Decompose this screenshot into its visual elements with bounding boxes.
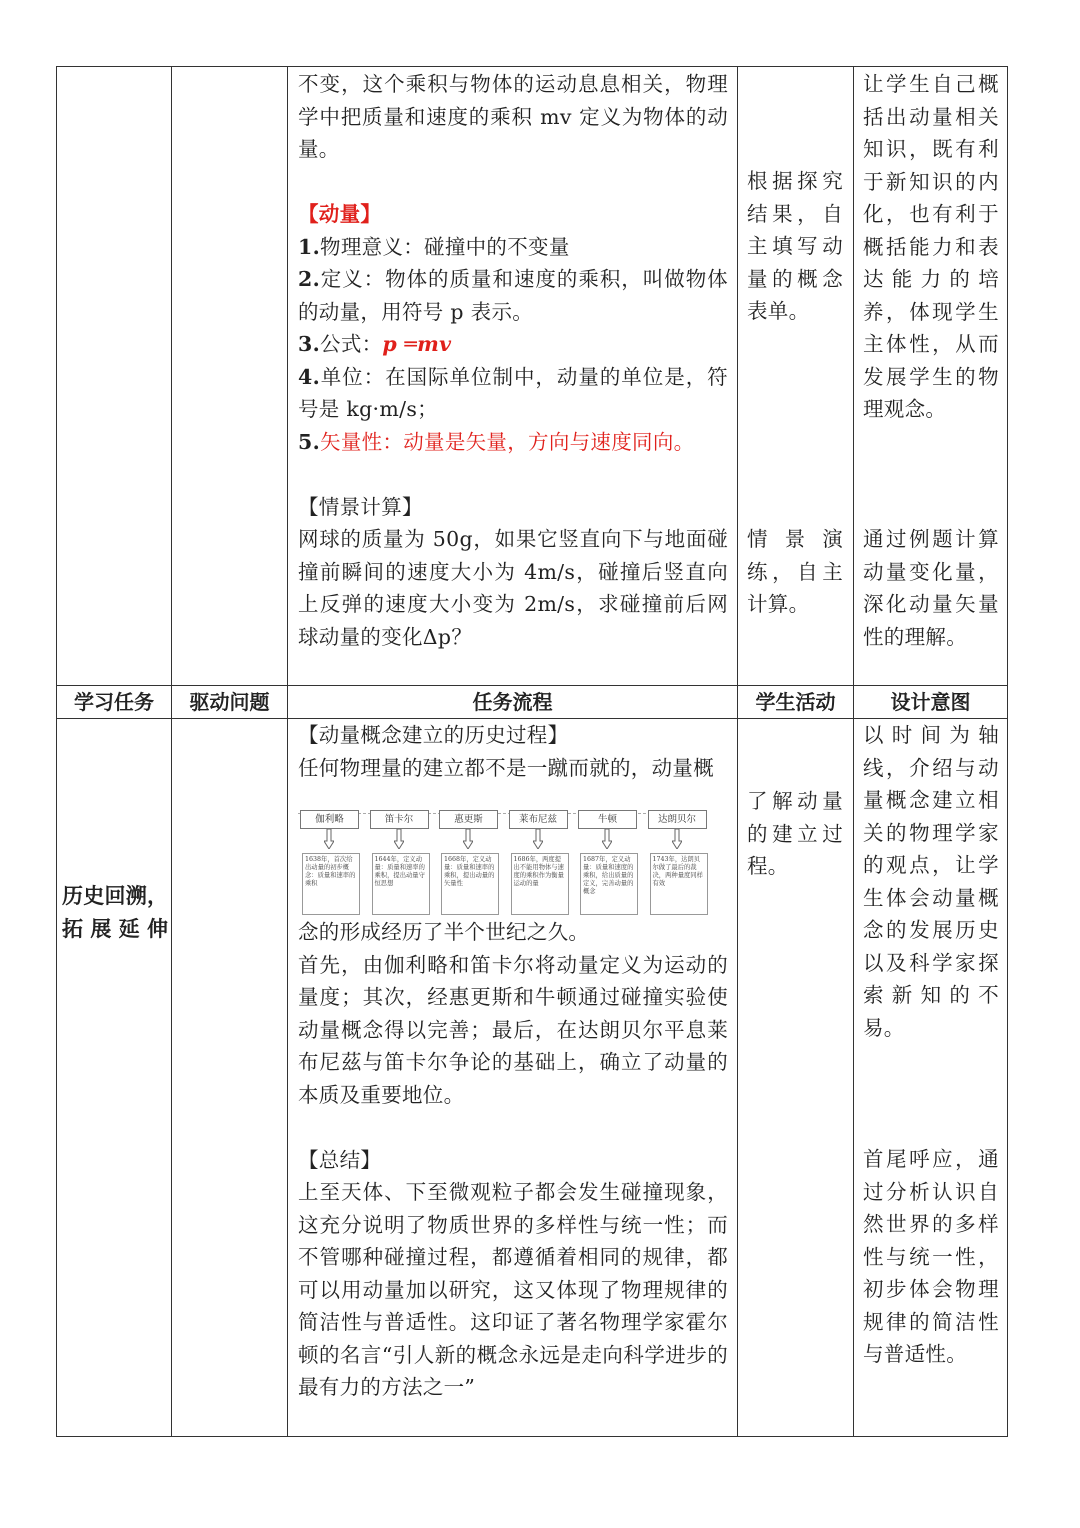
momentum-item-4: 4.单位：在国际单位制中，动量的单位是，符号是 kg·m/s； (298, 364, 728, 421)
history-text-bottom (298, 916, 728, 1404)
momentum-item-5: 5.矢量性：动量是矢量，方向与速度同向。 (298, 429, 695, 454)
flow-paragraph: 不变，这个乘积与物体的运动息息相关，物理学中把质量和速度的乘积 mv 定义为物体的动量。 (298, 72, 728, 161)
summary-text: 上至天体、下至微观粒子都会发生碰撞现象，这充分说明了物质世界的多样性与统一性；而不管哪种碰撞过程，都遵循着相同的规律，都可以用动量加以研究，这又体现了物理规律的简洁性与普适性。这印证了著名物理学家霍尔顿的名言“引人新的概念永远是走向科学进步的最有力的方法之一” (298, 1180, 728, 1399)
design-intent-bottom-1: 以时间为轴线，介绍与动量概念建立相关的物理学家的观点，让学生体会动量概念的发展历史以及科学家探索新知的不易。 (863, 723, 999, 1040)
timeline-note: 1743年，达朗贝尔做了最后的裁决，两种量度同样有效 (650, 853, 708, 915)
down-arrow-icon (602, 829, 612, 849)
table-bottom-border (56, 1436, 1008, 1437)
design-intent-bottom-2: 首尾呼应，通过分析认识自然世界的多样性与统一性，初步体会物理规律的简洁性与普适性。 (863, 1147, 999, 1366)
history-intro-line1: 任何物理量的建立都不是一蹴而就的，动量概 (298, 755, 714, 780)
col-border-2 (287, 66, 288, 1437)
header-design-intent: 设计意图 (890, 690, 971, 714)
timeline-note: 1644年，定义动量：质量和速率的乘积，提出动量守恒思想 (372, 853, 430, 915)
timeline-name-box: 达朗贝尔 (648, 810, 707, 829)
student-activity-bottom: 了解动量的建立过程。 (747, 789, 843, 878)
history-heading: 【动量概念建立的历史过程】 (298, 723, 569, 747)
momentum-item-1: 1.物理意义：碰撞中的不变量 (298, 234, 570, 259)
momentum-heading: 【动量】 (298, 202, 382, 226)
timeline-name-box: 莱布尼兹 (509, 810, 568, 829)
down-arrow-icon (463, 829, 473, 849)
task-title: 历史回溯，拓展延伸 (62, 883, 168, 941)
down-arrow-icon (394, 829, 404, 849)
timeline-name-box: 伽利略 (300, 810, 359, 829)
col-border-0 (56, 66, 57, 1437)
down-arrow-icon (672, 829, 682, 849)
timeline-note: 1638年，首次给出动量的初步概念：质量和速率的乘积 (302, 853, 360, 915)
down-arrow-icon (324, 829, 334, 849)
timeline-name-box: 惠更斯 (439, 810, 498, 829)
task-flow-top (298, 68, 728, 653)
header-task-flow: 任务流程 (472, 690, 553, 714)
header-student-activity: 学生活动 (755, 690, 836, 714)
student-activity-top-1: 根据探究结果，自主填写动量的概念表单。 (747, 169, 843, 323)
scenario-heading: 【情景计算】 (298, 494, 423, 519)
design-intent-top-2: 通过例题计算动量变化量，深化动量矢量性的理解。 (863, 527, 999, 649)
timeline-note: 1687年，定义动量：质量和速度的乘积，给出质量的定义，完善动量的概念 (580, 853, 638, 915)
momentum-history-timeline (298, 810, 706, 914)
timeline-dashed-line (298, 813, 706, 814)
scenario-text: 网球的质量为 50g，如果它竖直向下与地面碰撞前瞬间的速度大小为 4m/s，碰撞后竖直向上反弹的速度大小变为 2m/s，求碰撞前后网球动量的变化Δp？ (298, 527, 728, 649)
timeline-note: 1686年，两度提出不能用物体与速度的乘积作为衡量运动的量 (511, 853, 569, 915)
history-detail: 首先，由伽利略和笛卡尔将动量定义为运动的量度；其次，经惠更斯和牛顿通过碰撞实验使动量概念得以完善；最后，在达朗贝尔平息莱布尼茲与笛卡尔争论的基础上，确立了动量的本质及重要地位。 (298, 952, 728, 1107)
col-border-1 (171, 66, 172, 1437)
col-border-3 (737, 66, 738, 1437)
header-driving-question: 驱动问题 (189, 690, 270, 714)
summary-heading: 【总结】 (298, 1147, 382, 1172)
history-text-top (298, 719, 728, 784)
timeline-name-box: 笛卡尔 (370, 810, 429, 829)
design-intent-top-1: 让学生自己概括出动量相关知识，既有利于新知识的内化，也有利于概括能力和表达能力的培养，体现学生主体性，从而发展学生的物理观念。 (863, 72, 999, 421)
momentum-item-3: 3.公式：p ═mv (298, 332, 452, 356)
header-learning-task: 学习任务 (74, 690, 154, 714)
history-intro-line2: 念的形成经历了半个世纪之久。 (298, 920, 590, 944)
momentum-item-2: 2.定义：物体的质量和速度的乘积，叫做物体的动量，用符号 p 表示。 (298, 267, 728, 324)
student-activity-top-2: 情景演练，自主计算。 (747, 527, 843, 616)
down-arrow-icon (533, 829, 543, 849)
col-border-4 (853, 66, 854, 1437)
timeline-note: 1668年，定义动量：质量和速率的乘积，提出动量的矢量性 (441, 853, 499, 915)
table-top-border (56, 66, 1008, 67)
timeline-name-box: 牛顿 (578, 810, 637, 829)
col-border-5 (1007, 66, 1008, 1437)
